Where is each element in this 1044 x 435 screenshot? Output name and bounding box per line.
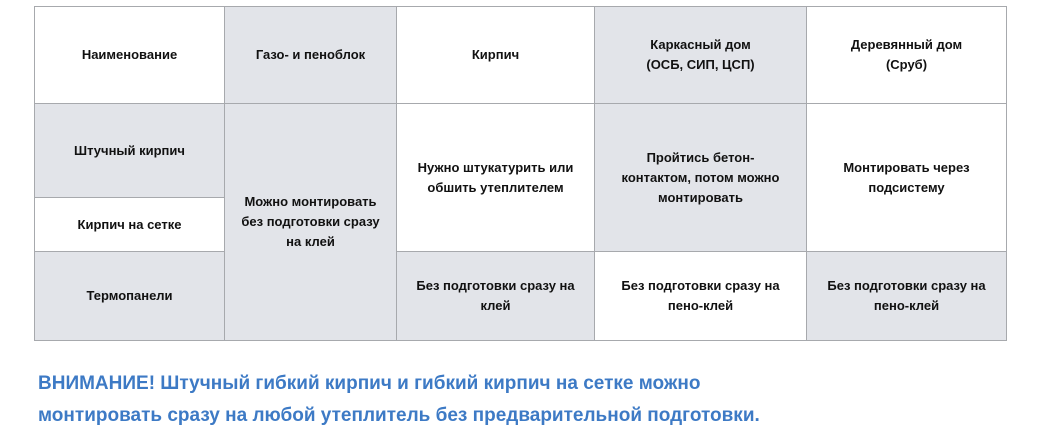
header-brick: Кирпич [397, 7, 595, 104]
header-frame-line2: (ОСБ, СИП, ЦСП) [646, 57, 755, 72]
row-name-mesh-brick: Кирпич на сетке [35, 198, 225, 252]
cell-wood-top: Монтировать через подсистему [807, 104, 1007, 252]
cell-wood-bottom: Без подготовки сразу на пено-клей [807, 252, 1007, 341]
header-wood-line2: (Сруб) [885, 57, 928, 72]
warning-line-2: монтировать сразу на любой утеплитель без предварительной подготовки. [38, 405, 760, 426]
row-name-piece-brick: Штучный кирпич [35, 104, 225, 198]
cell-gas-block-all: Можно монтировать без подготовки сразу на клей [225, 104, 397, 341]
cell-brick-bottom: Без подготовки сразу на клей [397, 252, 595, 341]
header-row [35, 7, 1007, 104]
header-wood-line1: Деревянный дом [850, 37, 963, 52]
warning-notice [38, 368, 1028, 432]
comparison-table [34, 6, 1007, 341]
table-row [35, 104, 1007, 198]
header-frame-house [595, 7, 807, 104]
cell-frame-bottom: Без подготовки сразу на пено-клей [595, 252, 807, 341]
cell-frame-top: Пройтись бетон-контактом, потом можно монтировать [595, 104, 807, 252]
header-wood-house [807, 7, 1007, 104]
table-row [35, 252, 1007, 341]
header-gas-block: Газо- и пеноблок [225, 7, 397, 104]
row-name-thermopanels: Термопанели [35, 252, 225, 341]
header-frame-line1: Каркасный дом [650, 37, 751, 52]
header-name: Наименование [35, 7, 225, 104]
warning-line-1: ВНИМАНИЕ! Штучный гибкий кирпич и гибкий кирпич на сетке можно [38, 373, 701, 394]
cell-brick-top: Нужно штукатурить или обшить утеплителем [397, 104, 595, 252]
